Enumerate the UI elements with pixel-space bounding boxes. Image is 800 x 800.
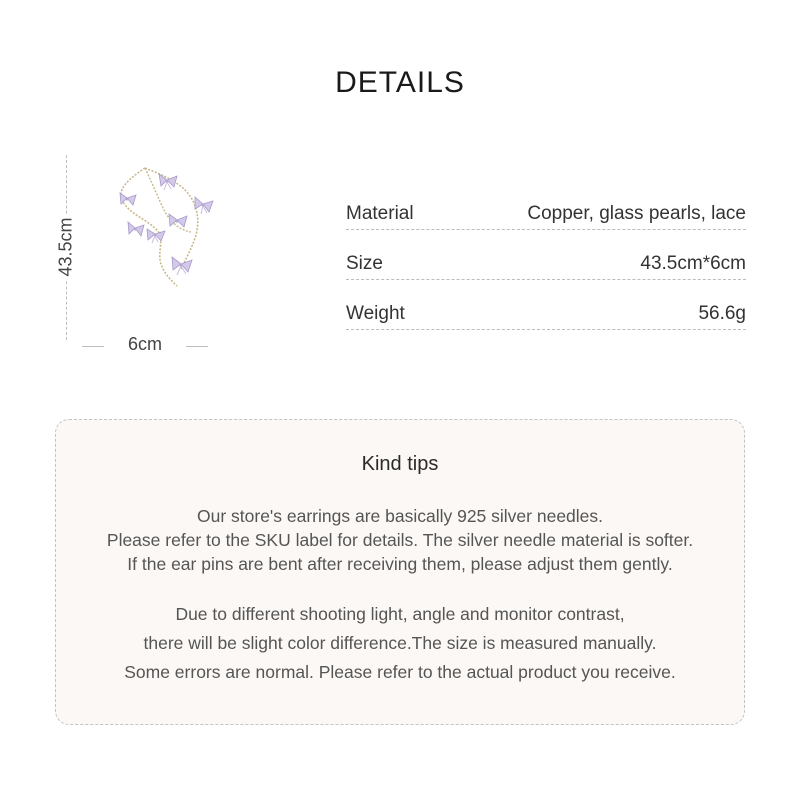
spec-label: Material — [346, 203, 414, 224]
width-dimension — [82, 334, 208, 358]
spec-value: 43.5cm*6cm — [640, 253, 746, 274]
width-dimension-line-right — [186, 346, 208, 347]
tips-line: Please refer to the SKU label for details. The silver needle material is softer. — [106, 530, 694, 550]
kind-tips-box — [55, 419, 745, 725]
tips-line: there will be slight color difference.The size is measured manually. — [143, 633, 657, 653]
spec-label: Weight — [346, 303, 405, 324]
tips-paragraph-needles — [56, 504, 744, 576]
spec-table — [346, 180, 746, 330]
spec-value: 56.6g — [698, 303, 746, 324]
width-dimension-label: 6cm — [127, 334, 162, 354]
tips-paragraph-color — [56, 600, 744, 687]
spec-row-size — [346, 230, 746, 280]
spec-row-material — [346, 180, 746, 230]
tips-line: If the ear pins are bent after receiving them, please adjust them gently. — [127, 554, 673, 574]
spec-row-weight — [346, 280, 746, 330]
tips-line: Due to different shooting light, angle and monitor contrast, — [175, 604, 625, 624]
page-title: DETAILS — [335, 66, 465, 99]
spec-value: Copper, glass pearls, lace — [527, 203, 746, 224]
kind-tips-title: Kind tips — [361, 453, 439, 475]
tips-line: Some errors are normal. Please refer to the actual product you receive. — [124, 662, 676, 682]
tips-line: Our store's earrings are basically 925 silver needles. — [196, 506, 604, 526]
height-dimension-label: 43.5cm — [56, 213, 77, 280]
butterfly-earring-icon — [105, 160, 225, 295]
spec-label: Size — [346, 253, 383, 274]
